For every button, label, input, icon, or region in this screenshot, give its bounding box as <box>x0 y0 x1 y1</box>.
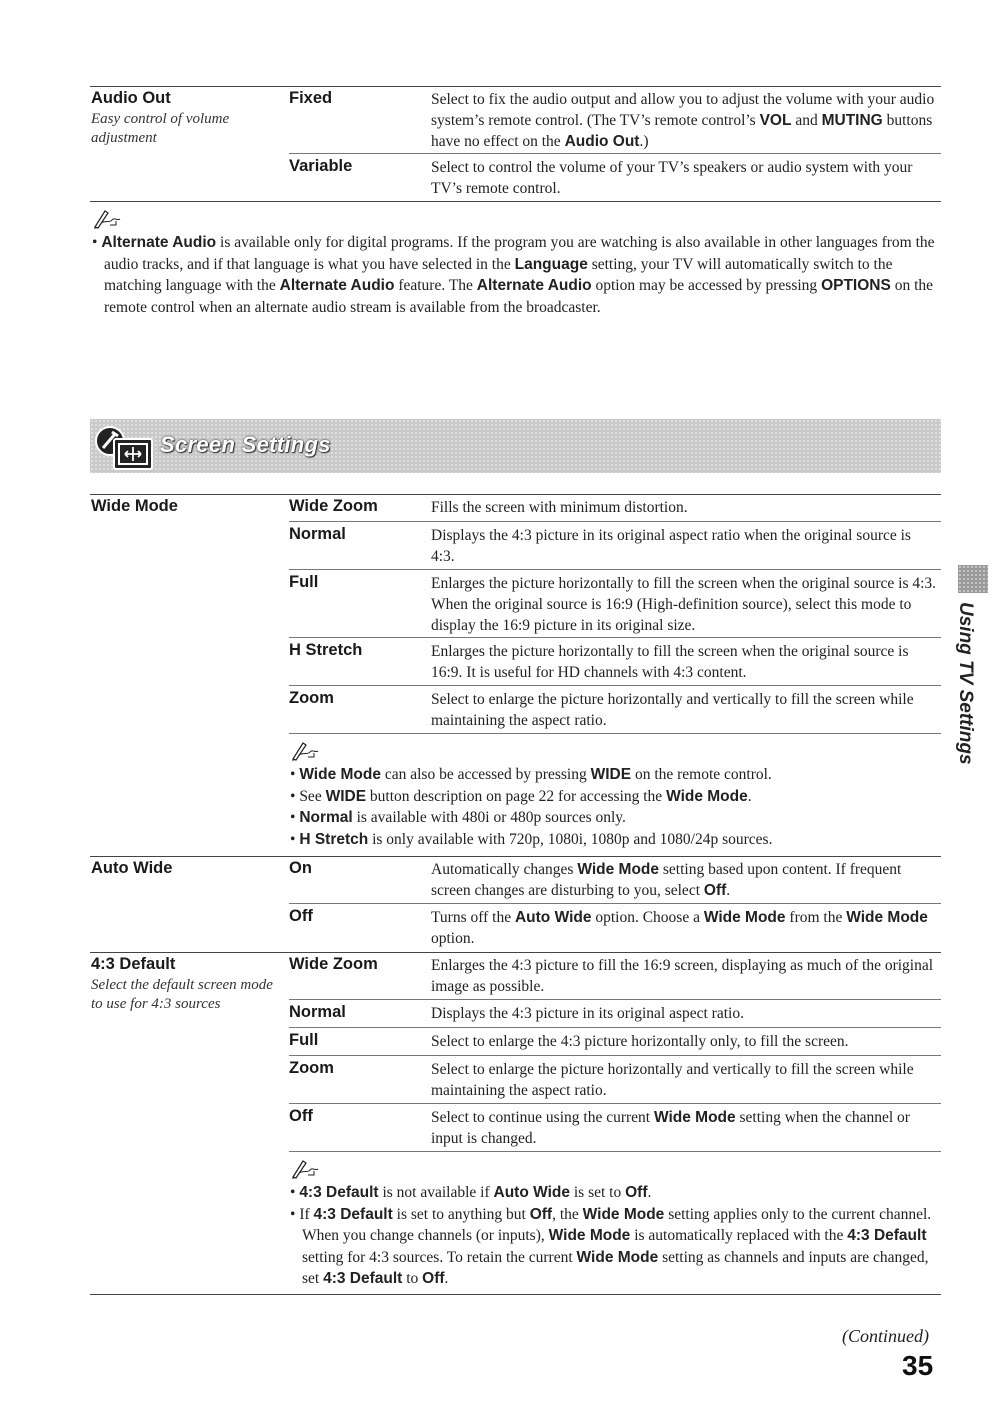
option-zoom-desc: Select to enlarge the picture horizontally and vertically to fill the screen while maintaining the aspect ratio. <box>431 691 914 729</box>
default-43-label: 4:3 Default <box>91 955 176 973</box>
note-item: • H Stretch is only available with 720p, 1080i, 1080p and 1080/24p sources. <box>290 830 773 848</box>
option-fixed-desc: Select to fix the audio output and allow you to adjust the volume with your audio system’s remote control. (The TV’s remote control’s VOL and MUTING buttons have no effect on the Audio Out.) <box>431 91 935 150</box>
option-zoom-desc: Select to enlarge the picture horizontally and vertically to fill the screen while maintaining the aspect ratio. <box>431 1061 914 1099</box>
page-number: 35 <box>902 1350 934 1381</box>
section-rule <box>90 952 941 953</box>
table-bottom-rule <box>90 1294 941 1295</box>
continued-label: (Continued) <box>842 1326 929 1346</box>
row-divider <box>289 903 941 904</box>
option-zoom: Zoom <box>289 1059 334 1077</box>
option-full: Full <box>289 1031 319 1049</box>
note-pencil-icon <box>290 739 320 761</box>
option-off: Off <box>289 907 313 925</box>
table-bottom-rule <box>90 201 941 202</box>
row-divider <box>289 1151 941 1152</box>
option-wide-zoom-desc: Enlarges the 4:3 picture to fill the 16:9 screen, displaying as much of the original image as possible. <box>431 957 934 995</box>
option-on: On <box>289 859 312 877</box>
row-divider <box>289 637 941 638</box>
wrench-screen-icon <box>92 421 158 471</box>
option-wide-zoom: Wide Zoom <box>289 955 378 973</box>
option-full: Full <box>289 573 319 591</box>
row-divider <box>289 733 941 734</box>
side-tab-label <box>946 600 986 770</box>
table-top-rule <box>90 494 941 495</box>
option-wide-zoom-desc: Fills the screen with minimum distortion. <box>431 499 688 516</box>
note-pencil-icon <box>92 207 122 229</box>
row-divider <box>289 569 941 570</box>
row-divider <box>289 153 941 154</box>
default-43-subtitle: Select the default screen mode to use for 4:3 sources <box>91 977 273 1012</box>
table-top-rule <box>90 86 941 87</box>
row-divider <box>289 685 941 686</box>
section-title: Screen Settings <box>160 432 331 457</box>
wide-mode-label: Wide Mode <box>91 497 178 515</box>
option-variable: Variable <box>289 157 353 175</box>
option-h-stretch-desc: Enlarges the picture horizontally to fill the screen when the original source is 16:9. It is useful for HD channels with 4:3 content. <box>431 643 909 681</box>
row-divider <box>289 1027 941 1028</box>
option-full-desc: Select to enlarge the 4:3 picture horizontally only, to fill the screen. <box>431 1033 849 1050</box>
option-normal-desc: Displays the 4:3 picture in its original aspect ratio. <box>431 1005 744 1022</box>
note-item: • Normal is available with 480i or 480p sources only. <box>290 809 626 826</box>
option-variable-desc: Select to control the volume of your TV’s speakers or audio system with your TV’s remote control. <box>431 159 913 197</box>
option-normal-desc: Displays the 4:3 picture in its original aspect ratio when the original source is 4:3. <box>431 527 911 565</box>
option-wide-zoom: Wide Zoom <box>289 497 378 515</box>
row-divider <box>289 521 941 522</box>
row-divider <box>289 1055 941 1056</box>
option-off-desc: Select to continue using the current Wide Mode setting when the channel or input is changed. <box>431 1109 910 1147</box>
section-rule <box>90 856 941 857</box>
option-on-desc: Automatically changes Wide Mode setting based upon content. If frequent screen changes are disturbing to you, select Off. <box>431 861 902 899</box>
audio-out-label: Audio Out <box>91 89 171 107</box>
note-item: • 4:3 Default is not available if Auto Wide is set to Off. <box>290 1184 652 1201</box>
option-off-desc: Turns off the Auto Wide option. Choose a Wide Mode from the Wide Mode option. <box>431 909 928 947</box>
option-zoom: Zoom <box>289 689 334 707</box>
option-fixed: Fixed <box>289 89 333 107</box>
row-divider <box>289 999 941 1000</box>
row-divider <box>289 1103 941 1104</box>
note-pencil-icon <box>290 1157 320 1179</box>
note-item: • See WIDE button description on page 22 for accessing the Wide Mode. <box>290 787 752 805</box>
option-h-stretch: H Stretch <box>289 641 363 659</box>
option-full-desc: Enlarges the picture horizontally to fill the screen when the original source is 4:3. When the original source is 16:9 (High-definition source), select this mode to display the 16:9 picture in its original size. <box>431 575 937 634</box>
wide-mode-notes <box>290 764 940 850</box>
side-tab-marker <box>958 565 988 593</box>
svg-text:Using TV Settings: Using TV Settings <box>955 602 976 765</box>
option-normal: Normal <box>289 1003 346 1021</box>
auto-wide-label: Auto Wide <box>91 859 173 877</box>
alternate-audio-note: • Alternate Audio is available only for digital programs. If the program you are watching is also available in other languages from the audio tracks, and if that language is what you have selected in the Language setting, your TV will automatically switch to the matching language with the Alternate Audio feature. The Alternate Audio option may be accessed by pressing OPTIONS on the remote control when an alternate audio stream is available from the broadcaster. <box>92 234 935 316</box>
default-43-notes <box>290 1182 935 1290</box>
option-off: Off <box>289 1107 313 1125</box>
note-item: • If 4:3 Default is set to anything but Off, the Wide Mode setting applies only to the current channel. When you change channels (or inputs), Wide Mode is automatically replaced with the 4:3 Default setting for 4:3 sources. To retain the current Wide Mode setting as channels and inputs are changed, set 4:3 Default to Off. <box>290 1205 932 1287</box>
option-normal: Normal <box>289 525 346 543</box>
audio-out-subtitle: Easy control of volume adjustment <box>91 111 230 146</box>
note-item: • Wide Mode can also be accessed by pressing WIDE on the remote control. <box>290 766 772 783</box>
